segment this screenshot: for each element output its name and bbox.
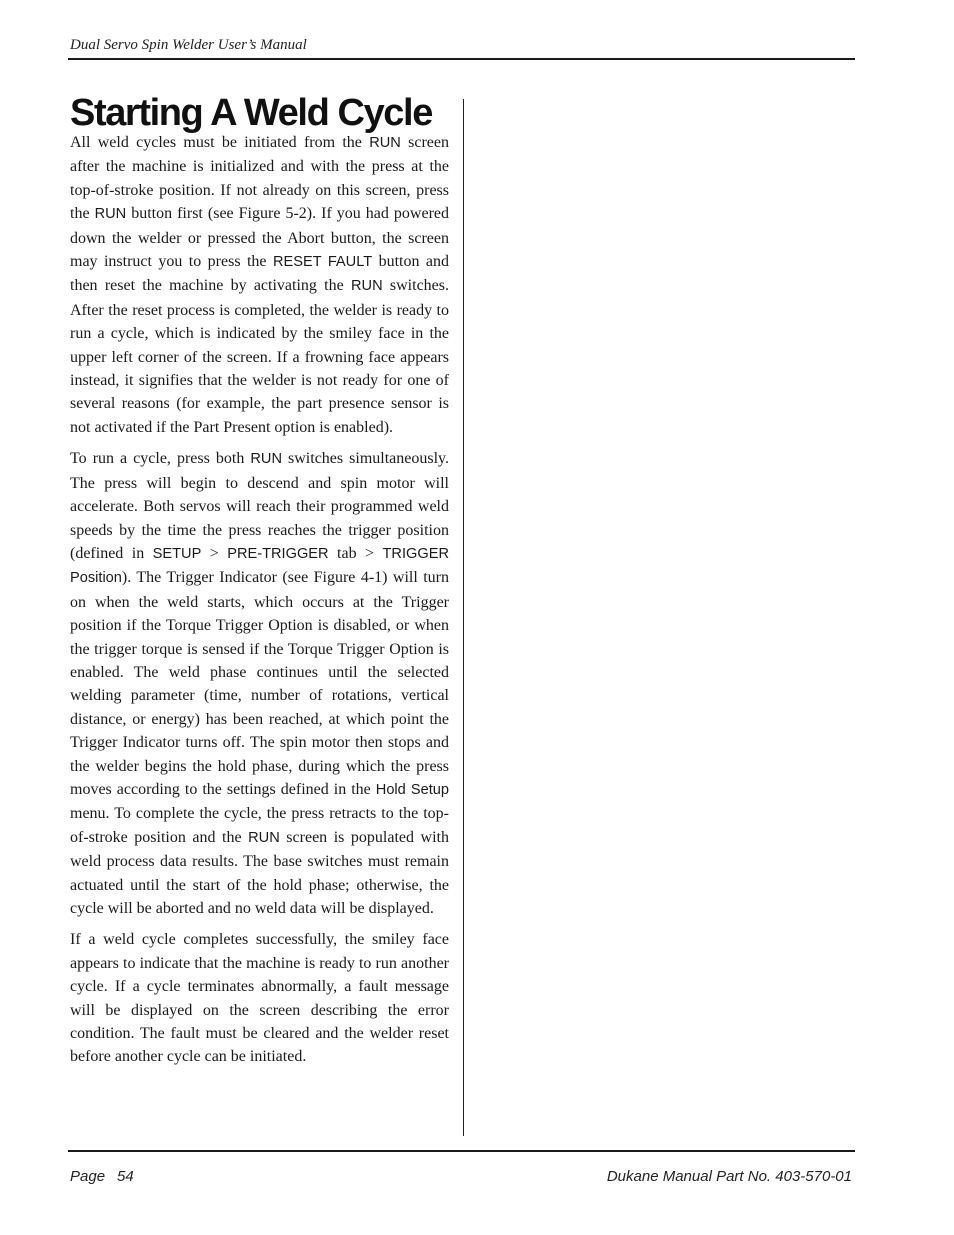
paragraph-2 — [70, 447, 449, 920]
page-number: 54 — [117, 1168, 134, 1185]
text-run: button first (see Figure 5-2). If you had powered down the welder or pressed the Abort button, the screen may instruct you to press the — [70, 205, 449, 271]
ui-term: RUN — [250, 451, 282, 468]
ui-term: RESET FAULT — [272, 254, 373, 271]
ui-term: RUN — [248, 829, 280, 846]
text-run: switches. After the reset process is completed, the welder is ready to run a cycle, which is indicated by the smiley face in the upper left corner of the screen. If a frowning face appears instead, it signifies that the welder is not ready for one of several reasons (for example, the part presence sensor is not activated if the Part Present option is enabled). — [70, 277, 449, 436]
section-title: Starting A Weld Cycle — [70, 92, 432, 134]
text-run: menu. To complete the cycle, the press retracts to the top-of-stroke position and the — [70, 805, 449, 846]
footer-rule — [68, 1150, 855, 1152]
text-run: button and then reset the machine by activating the — [70, 253, 449, 295]
text-run: screen is populated with weld process data results. The base switches must remain actuated until the start of the hold phase; otherwise, the cycle will be aborted and no weld data will be displayed. — [70, 828, 449, 917]
ui-term: SETUP — [152, 545, 202, 562]
page-label: Page — [70, 1168, 106, 1185]
part-number-footer: Dukane Manual Part No. 403-570-01 — [606, 1168, 852, 1185]
text-run: switches simultaneously. The press will begin to descend and spin motor will accelerate. Both servos will reach their programmed weld speeds by the time the press reaches the trigger position (defined in — [70, 450, 449, 562]
ui-term: RUN — [351, 278, 383, 295]
body-text-column — [70, 131, 449, 1077]
ui-term: PRE-TRIGGER — [227, 545, 329, 562]
text-run: ). The Trigger Indicator (see Figure 4-1) will turn on when the weld starts, which occurs at the Trigger position if the Torque Trigger Option is disabled, or when the trigger torque is sensed if the Torque Trigger Option is enabled. The weld phase continues until the selected welding parameter (time, number of rotations, vertical distance, or energy) has been reached, at which point the Trigger Indicator turns off. The spin motor then stops and the welder begins the hold phase, during which the press moves according to the settings defined in the — [70, 569, 449, 798]
column-divider — [463, 99, 464, 1136]
text-run: screen after the machine is initialized and with the press at the top-of-stroke position. If not already on this screen, press the — [70, 134, 450, 223]
running-header: Dual Servo Spin Welder User’s Manual — [70, 37, 307, 53]
paragraph-1 — [70, 131, 449, 439]
paragraph-3 — [70, 928, 449, 1068]
text-run: To run a cycle, press both — [70, 450, 251, 468]
page-number-footer — [70, 1168, 134, 1185]
ui-term: RUN — [369, 135, 401, 151]
text-run: > — [201, 544, 228, 562]
ui-term: RUN — [94, 206, 127, 223]
ui-term: Hold Setup — [375, 781, 449, 798]
text-run: All weld cycles must be initiated from the — [70, 134, 370, 151]
ui-term: TRIGGER Position — [70, 545, 449, 587]
text-run: If a weld cycle completes successfully, the smiley face appears to indicate that the machine is ready to run another cycle. If a cycle terminates abnormally, a fault message will be displayed on the screen describing the error condition. The fault must be cleared and the welder reset before another cycle can be initiated. — [70, 931, 449, 1066]
text-run: tab > — [328, 544, 383, 562]
header-rule — [68, 58, 855, 60]
